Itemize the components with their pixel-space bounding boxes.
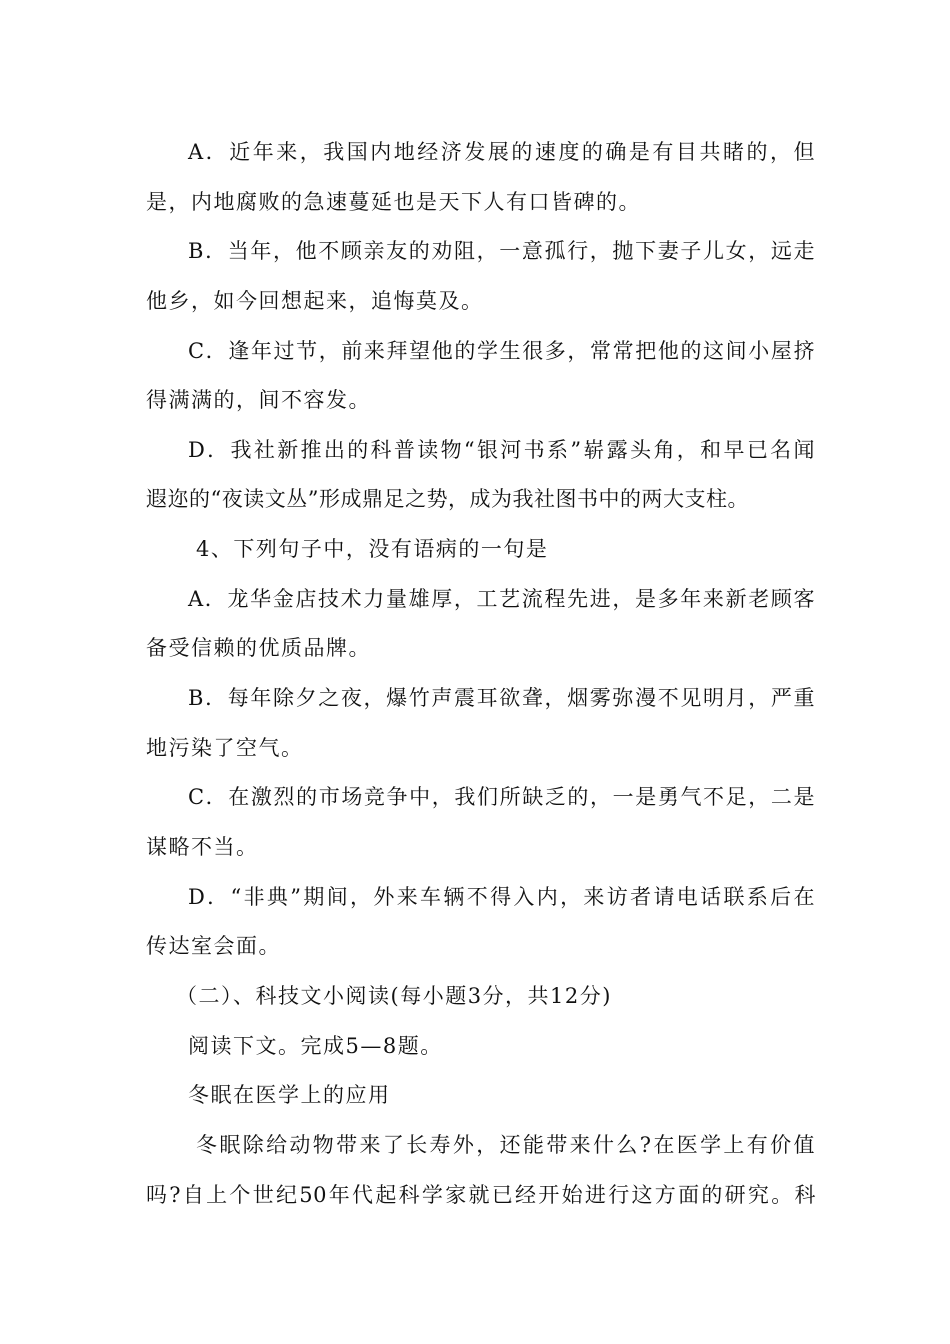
paragraph-line: 传达室会面。 <box>146 934 281 958</box>
paragraph-line: 谋略不当。 <box>146 835 259 859</box>
paragraph-line: C．逢年过节，前来拜望他的学生很多，常常把他的这间小屋挤 <box>188 339 816 363</box>
paragraph-line: D．我社新推出的科普读物“银河书系”崭露头角，和早已名闻 <box>188 438 816 462</box>
paragraph-line: 是，内地腐败的急速蔓延也是天下人有口皆碑的。 <box>146 190 641 214</box>
article-title: 冬眠在医学上的应用 <box>188 1083 391 1107</box>
paragraph-line: 冬眠除给动物带来了长寿外，还能带来什么?在医学上有价值 <box>196 1133 816 1157</box>
paragraph-line: D．“非典”期间，外来车辆不得入内，来访者请电话联系后在 <box>188 885 816 909</box>
paragraph-line: 他乡，如今回想起来，追悔莫及。 <box>146 289 484 313</box>
paragraph-line: C．在激烈的市场竞争中，我们所缺乏的，一是勇气不足，二是 <box>188 785 816 809</box>
paragraph-line: A．近年来，我国内地经济发展的速度的确是有目共睹的，但 <box>188 140 816 164</box>
question-heading: 4、下列句子中，没有语病的一句是 <box>196 537 549 561</box>
instruction-line: 阅读下文。完成5—8题。 <box>188 1034 443 1058</box>
paragraph-line: 得满满的，间不容发。 <box>146 388 371 412</box>
section-heading: （二）、科技文小阅读(每小题3分，共12分) <box>176 984 612 1008</box>
paragraph-line: 地污染了空气。 <box>146 736 304 760</box>
paragraph-line: B．当年，他不顾亲友的劝阻，一意孤行，抛下妻子儿女，远走 <box>188 239 816 263</box>
paragraph-line: 备受信赖的优质品牌。 <box>146 636 371 660</box>
paragraph-line: 吗?自上个世纪50年代起科学家就已经开始进行这方面的研究。科 <box>146 1183 816 1207</box>
paragraph-line: B．每年除夕之夜，爆竹声震耳欲聋，烟雾弥漫不见明月，严重 <box>188 686 816 710</box>
paragraph-line: 遐迩的“夜读文丛”形成鼎足之势，成为我社图书中的两大支柱。 <box>146 487 749 511</box>
paragraph-line: A．龙华金店技术力量雄厚，工艺流程先进，是多年来新老顾客 <box>188 587 816 611</box>
